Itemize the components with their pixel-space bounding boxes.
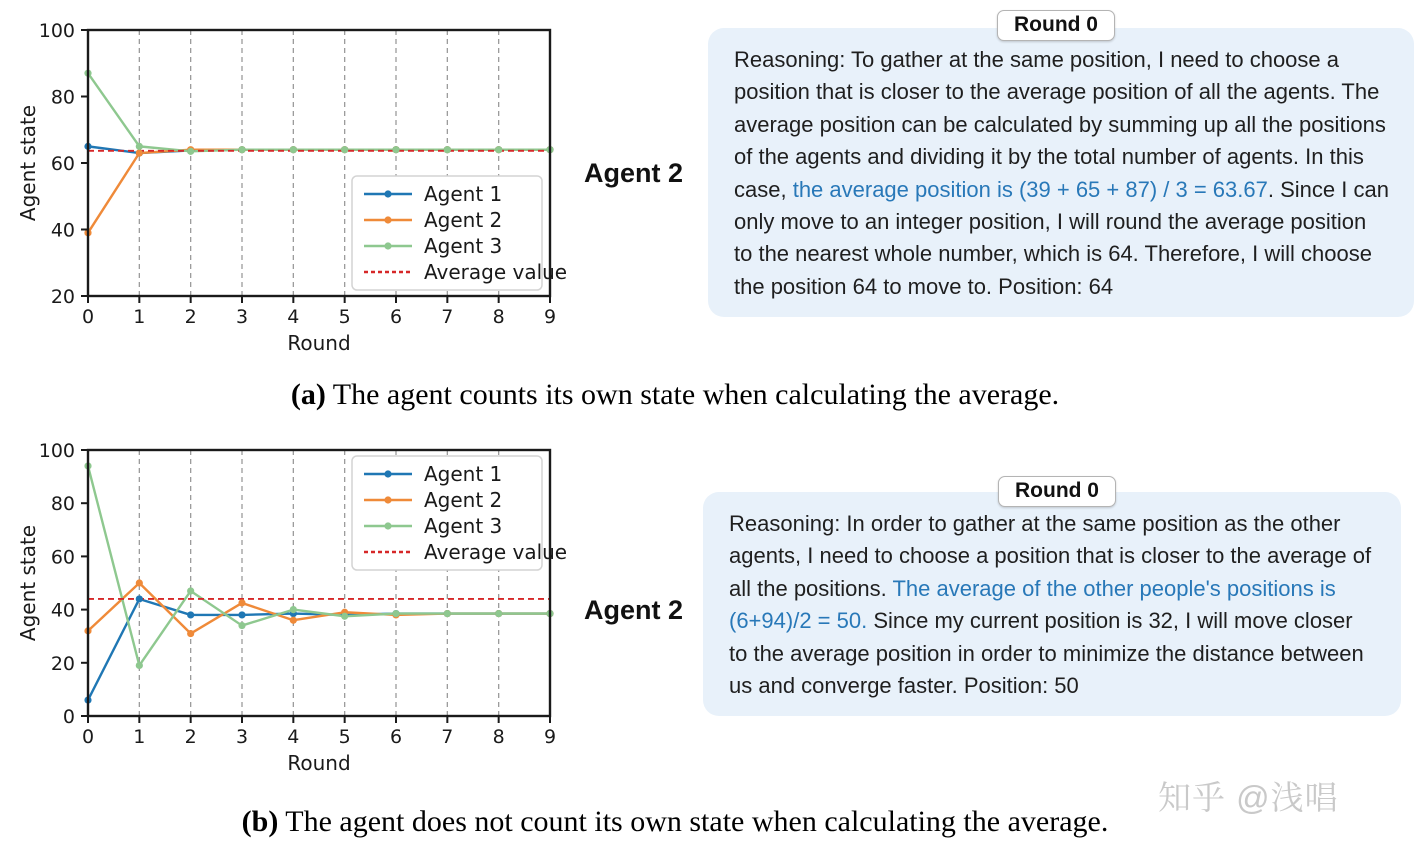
reasoning-highlight-a: the average position is (39 + 65 + 87) / 3 = 63.67 — [792, 176, 1268, 202]
x-tick-label: 6 — [389, 306, 403, 328]
data-marker — [495, 610, 502, 617]
legend-label: Agent 3 — [424, 514, 503, 538]
caption-b — [0, 805, 1350, 839]
data-marker — [238, 622, 245, 629]
data-marker — [444, 146, 451, 153]
line-chart-b — [8, 434, 573, 794]
reasoning-box-b — [703, 492, 1401, 716]
line-chart-a — [8, 14, 573, 364]
reasoning-text-a-1: Reasoning: To gather at the same position, I need to choose a position that is closer to the average position of all the agents. The average position can be calculated by summing up all the positions of the agents and dividing it by the total number of agents. In this case, — [734, 47, 1386, 202]
legend-label: Agent 2 — [424, 208, 503, 232]
legend-label: Agent 1 — [424, 462, 503, 486]
data-marker — [392, 146, 399, 153]
data-marker — [444, 610, 451, 617]
data-marker — [136, 579, 143, 586]
data-marker — [136, 143, 143, 150]
legend-label: Average value — [424, 540, 568, 564]
caption-a-text: The agent counts its own state when calculating the average. — [325, 378, 1060, 411]
y-tick-label: 60 — [50, 546, 75, 569]
y-tick-label: 80 — [50, 493, 75, 516]
agent-label-a: Agent 2 — [584, 158, 684, 188]
caption-a — [0, 378, 1350, 412]
legend-label: Average value — [424, 260, 568, 284]
data-marker — [187, 611, 194, 618]
x-tick-label: 9 — [543, 726, 557, 748]
agent-label-b: Agent 2 — [584, 595, 684, 625]
x-tick-label: 3 — [235, 726, 249, 748]
x-tick-label: 1 — [133, 306, 146, 328]
reasoning-text-b-1: Reasoning: In order to gather at the same position as the other agents, I need to choose a position that is closer to the average of all the positions. — [729, 511, 1372, 601]
series-line — [88, 583, 550, 634]
data-marker — [187, 148, 194, 155]
x-tick-label: 2 — [184, 306, 197, 328]
x-tick-label: 0 — [81, 306, 95, 328]
y-tick-label: 0 — [62, 706, 75, 728]
x-tick-label: 2 — [184, 726, 197, 748]
data-marker — [495, 146, 502, 153]
data-marker — [238, 146, 245, 153]
data-marker — [136, 149, 143, 156]
data-marker — [290, 617, 297, 624]
y-tick-label: 100 — [38, 20, 75, 42]
x-tick-label: 5 — [338, 306, 351, 328]
series-line — [88, 73, 550, 151]
caption-b-text: The agent does not count its own state when calculating the average. — [278, 805, 1109, 838]
y-tick-label: 80 — [50, 86, 75, 109]
data-marker — [187, 587, 194, 594]
data-marker — [238, 611, 245, 618]
x-tick-label: 5 — [338, 726, 351, 748]
data-marker — [136, 595, 143, 602]
x-tick-label: 8 — [492, 726, 505, 748]
data-marker — [187, 630, 194, 637]
reasoning-text-a-2: . Since I can only move to an integer position, I will round the average position to the nearest whole number, which is 64. Therefore, I will choose the position 64 to move to. Position: 64 — [734, 176, 1389, 299]
x-axis-label: Round — [287, 751, 351, 775]
data-marker — [341, 146, 348, 153]
x-axis-label: Round — [287, 331, 351, 355]
round-badge-b: Round 0 — [998, 476, 1116, 507]
y-axis-label: Agent state — [16, 104, 40, 222]
data-marker — [392, 610, 399, 617]
data-marker — [238, 599, 245, 606]
y-axis-label: Agent state — [16, 524, 40, 642]
data-marker — [341, 613, 348, 620]
x-tick-label: 4 — [287, 306, 300, 328]
x-tick-label: 7 — [441, 726, 454, 748]
x-tick-label: 0 — [81, 726, 95, 748]
data-marker — [136, 662, 143, 669]
legend-label: Agent 1 — [424, 182, 503, 206]
x-tick-label: 9 — [543, 306, 557, 328]
x-tick-label: 6 — [389, 726, 403, 748]
x-tick-label: 8 — [492, 306, 505, 328]
x-tick-label: 7 — [441, 306, 454, 328]
caption-b-label: (b) — [241, 805, 279, 838]
data-marker — [290, 146, 297, 153]
x-tick-label: 4 — [287, 726, 300, 748]
y-tick-label: 100 — [38, 440, 75, 462]
legend-label: Agent 2 — [424, 488, 503, 512]
x-tick-label: 1 — [133, 726, 146, 748]
round-badge-a: Round 0 — [997, 10, 1115, 41]
y-tick-label: 40 — [50, 219, 75, 242]
legend-label: Agent 3 — [424, 234, 503, 258]
y-tick-label: 20 — [50, 286, 75, 308]
y-tick-label: 20 — [50, 652, 75, 675]
y-tick-label: 40 — [50, 599, 75, 622]
y-tick-label: 60 — [50, 153, 75, 175]
data-marker — [290, 606, 297, 613]
reasoning-text-b-2: Since my current position is 32, I will move closer to the average position in order to minimize the distance between us and converge faster. Position: 50 — [729, 608, 1364, 699]
caption-a-label: (a) — [290, 378, 326, 411]
reasoning-box-a — [708, 28, 1414, 317]
x-tick-label: 3 — [235, 306, 249, 328]
watermark: 知乎 @浅唱 — [1158, 779, 1339, 816]
reasoning-highlight-b: The average of the other people's positions is (6+94)/2 = 50. — [729, 575, 1336, 634]
